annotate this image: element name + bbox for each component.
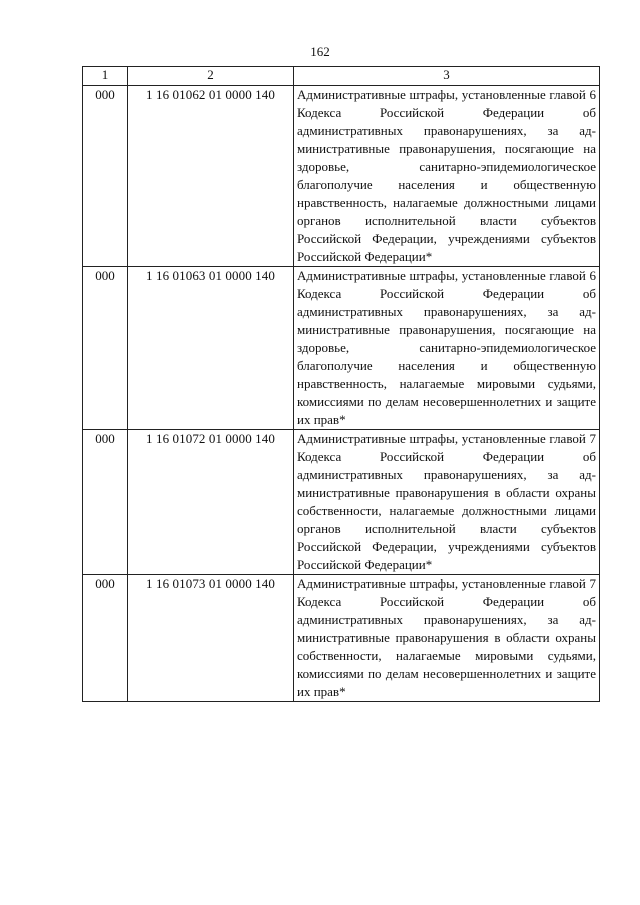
budget-code-cell: 1 16 01063 01 0000 140: [128, 267, 294, 430]
budget-code-cell: 1 16 01072 01 0000 140: [128, 430, 294, 575]
page-number: 162: [310, 44, 330, 59]
column-header-1: 1: [83, 67, 128, 86]
budget-codes-table: [82, 66, 600, 702]
column-header-2: 2: [128, 67, 294, 86]
table-row: [83, 86, 600, 267]
budget-code-cell: 1 16 01073 01 0000 140: [128, 575, 294, 702]
table-row: [83, 575, 600, 702]
table-row: [83, 430, 600, 575]
description-cell: Административные штрафы, установленные главой 7 Кодекса Российской Федерации об административных правонарушениях, за административные правонарушения в области охраны собственности, налагаемые должностными лицами органов исполнительной власти субъектов Российской Федерации, учреждениями субъектов Российской Федерации*: [294, 430, 600, 575]
admin-code-cell: 000: [83, 430, 128, 575]
table-header-row: [83, 67, 600, 86]
admin-code-cell: 000: [83, 575, 128, 702]
description-cell: Административные штрафы, установленные главой 6 Кодекса Российской Федерации об административных правонарушениях, за административные правонарушения, посягающие на здоровье, санитарно-эпидемиологическое благополучие населения и общественную нравственность, налагаемые мировыми судьями, комиссиями по делам несовершеннолетних и защите их прав*: [294, 267, 600, 430]
column-header-3: 3: [294, 67, 600, 86]
table-row: [83, 267, 600, 430]
admin-code-cell: 000: [83, 267, 128, 430]
description-cell: Административные штрафы, установленные главой 6 Кодекса Российской Федерации об административных правонарушениях, за административные правонарушения, посягающие на здоровье, санитарно-эпидемиологическое благополучие населения и общественную нравственность, налагаемые должностными лицами органов исполнительной власти субъектов Российской Федерации, учреждениями субъектов Российской Федерации*: [294, 86, 600, 267]
budget-code-cell: 1 16 01062 01 0000 140: [128, 86, 294, 267]
admin-code-cell: 000: [83, 86, 128, 267]
description-cell: Административные штрафы, установленные главой 7 Кодекса Российской Федерации об административных правонарушениях, за административные правонарушения в области охраны собственности, налагаемые мировыми судьями, комиссиями по делам несовершеннолетних и защите их прав*: [294, 575, 600, 702]
